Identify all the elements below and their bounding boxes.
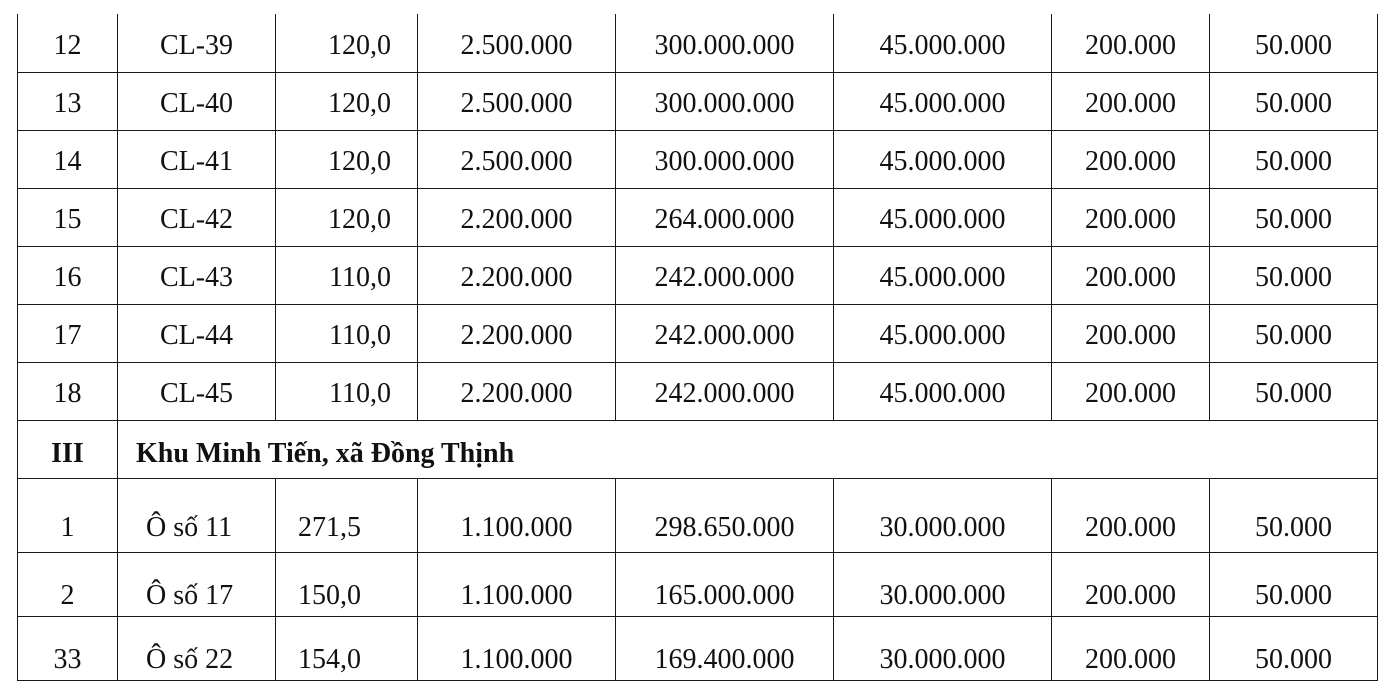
unit-price: 1.100.000 [418,552,616,616]
fee-amount-2: 50.000 [1210,362,1378,420]
fee-amount: 200.000 [1052,552,1210,616]
fee-amount: 200.000 [1052,14,1210,72]
lot-area: 271,5 [276,478,418,552]
total-price: 242.000.000 [616,246,834,304]
total-price: 300.000.000 [616,130,834,188]
deposit-amount: 45.000.000 [834,362,1052,420]
lot-code: CL-43 [118,246,276,304]
lot-code: CL-39 [118,14,276,72]
unit-price: 2.200.000 [418,362,616,420]
total-price: 300.000.000 [616,72,834,130]
section-title: Khu Minh Tiến, xã Đồng Thịnh [118,420,1378,478]
lot-code: CL-40 [118,72,276,130]
land-price-table [17,14,1378,681]
lot-area: 110,0 [276,304,418,362]
lot-area: 150,0 [276,552,418,616]
lot-code: Ô số 11 [118,478,276,552]
unit-price: 2.500.000 [418,14,616,72]
price-table-container [17,14,1377,681]
total-price: 169.400.000 [616,616,834,680]
section-index: III [18,420,118,478]
fee-amount-2: 50.000 [1210,616,1378,680]
lot-code: CL-45 [118,362,276,420]
total-price: 300.000.000 [616,14,834,72]
table-row [18,362,1378,420]
unit-price: 2.500.000 [418,72,616,130]
fee-amount-2: 50.000 [1210,552,1378,616]
row-index: 14 [18,130,118,188]
lot-area: 120,0 [276,188,418,246]
lot-code: CL-44 [118,304,276,362]
deposit-amount: 45.000.000 [834,14,1052,72]
unit-price: 2.200.000 [418,246,616,304]
fee-amount: 200.000 [1052,188,1210,246]
fee-amount-2: 50.000 [1210,188,1378,246]
fee-amount: 200.000 [1052,304,1210,362]
fee-amount-2: 50.000 [1210,478,1378,552]
deposit-amount: 45.000.000 [834,304,1052,362]
table-row [18,188,1378,246]
table-row [18,246,1378,304]
lot-area: 120,0 [276,14,418,72]
lot-code: CL-41 [118,130,276,188]
deposit-amount: 30.000.000 [834,616,1052,680]
deposit-amount: 45.000.000 [834,246,1052,304]
deposit-amount: 45.000.000 [834,72,1052,130]
fee-amount: 200.000 [1052,72,1210,130]
fee-amount: 200.000 [1052,362,1210,420]
row-index: 13 [18,72,118,130]
unit-price: 2.200.000 [418,304,616,362]
total-price: 242.000.000 [616,362,834,420]
lot-code: Ô số 22 [118,616,276,680]
row-index: 18 [18,362,118,420]
lot-area: 120,0 [276,130,418,188]
fee-amount: 200.000 [1052,478,1210,552]
row-index: 2 [18,552,118,616]
row-index: 17 [18,304,118,362]
total-price: 264.000.000 [616,188,834,246]
lot-area: 154,0 [276,616,418,680]
table-row [18,478,1378,552]
deposit-amount: 30.000.000 [834,552,1052,616]
total-price: 298.650.000 [616,478,834,552]
lot-area: 110,0 [276,362,418,420]
row-index: 12 [18,14,118,72]
row-index: 15 [18,188,118,246]
unit-price: 1.100.000 [418,616,616,680]
fee-amount-2: 50.000 [1210,130,1378,188]
fee-amount: 200.000 [1052,616,1210,680]
row-index: 33 [18,616,118,680]
total-price: 242.000.000 [616,304,834,362]
total-price: 165.000.000 [616,552,834,616]
table-row [18,130,1378,188]
fee-amount-2: 50.000 [1210,72,1378,130]
lot-code: CL-42 [118,188,276,246]
unit-price: 1.100.000 [418,478,616,552]
deposit-amount: 45.000.000 [834,188,1052,246]
row-index: 1 [18,478,118,552]
table-row [18,616,1378,680]
lot-area: 120,0 [276,72,418,130]
table-row [18,552,1378,616]
deposit-amount: 45.000.000 [834,130,1052,188]
section-header-row [18,420,1378,478]
table-row [18,14,1378,72]
fee-amount-2: 50.000 [1210,246,1378,304]
fee-amount-2: 50.000 [1210,14,1378,72]
fee-amount: 200.000 [1052,246,1210,304]
deposit-amount: 30.000.000 [834,478,1052,552]
unit-price: 2.200.000 [418,188,616,246]
fee-amount-2: 50.000 [1210,304,1378,362]
table-row [18,72,1378,130]
lot-code: Ô số 17 [118,552,276,616]
lot-area: 110,0 [276,246,418,304]
fee-amount: 200.000 [1052,130,1210,188]
unit-price: 2.500.000 [418,130,616,188]
table-row [18,304,1378,362]
row-index: 16 [18,246,118,304]
